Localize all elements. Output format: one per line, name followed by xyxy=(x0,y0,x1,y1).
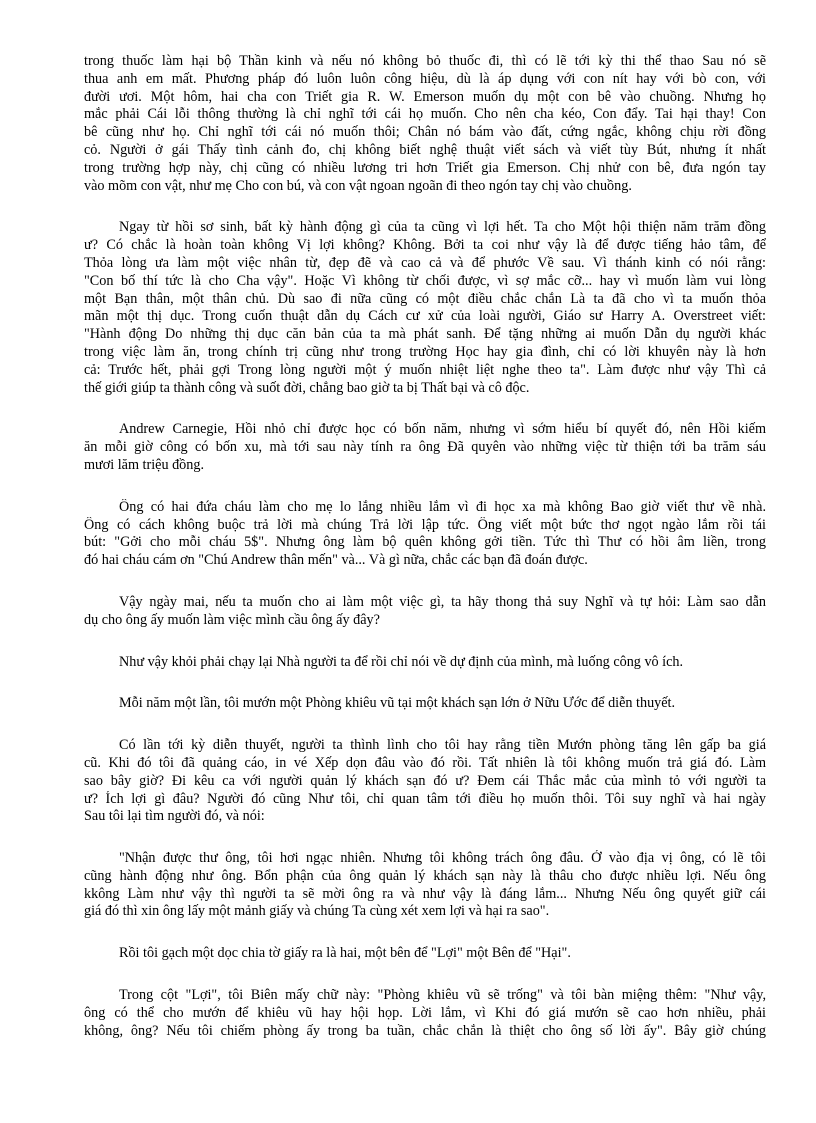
text-line: Thỏa lòng ưa làm một việc nhân từ, đẹp đẽ và cao cả và để phước Về sau. Vì thánh kinh có nói rằng: xyxy=(84,254,766,271)
text-line: đó hai cháu cám ơn "Chú Andrew thân mến" và... Và gì nữa, chắc các bạn đã đoán được. xyxy=(84,552,588,569)
paragraph xyxy=(84,695,766,713)
text-line: đười ươi. Một hôm, hai cha con Triết gia R. W. Emerson muốn dụ một con bê vào chuồng. Nhưng họ xyxy=(84,88,766,105)
text-line: một Bạn thân, một thân chủ. Dù sao đi nữa cũng có một điều chắc chắn Là ta đã cho vì ta muốn thỏa xyxy=(84,290,766,307)
text-line: Trong cột "Lợi", tôi Biên mấy chữ này: "Phòng khiêu vũ sẽ trống" và tôi bàn miệng thêm: "Như vậy, xyxy=(119,987,766,1004)
text-line: ư? Có chắc là hoàn toàn không Vị lợi không? Không. Bởi ta coi như vậy là để được tiếng hảo tâm, để xyxy=(84,237,766,254)
paragraph xyxy=(84,737,766,826)
text-line: trong việc làm ăn, trong chính trị cũng như trong trường Học hay gia đình, chỉ có lời khuyên này là hơn xyxy=(84,343,766,360)
text-line: Ông có hai đứa cháu làm cho mẹ lo lắng nhiều lắm vì đi học xa mà không Bao giờ viết thư về nhà. xyxy=(119,498,766,515)
paragraph xyxy=(84,654,766,672)
text-line: Ngay từ hồi sơ sinh, bất kỳ hành động gì của ta cũng vì lợi hết. Ta cho Một hội thiện năm trăm đồng xyxy=(119,219,766,236)
text-line: cả: Trước hết, phải gợi Trong lòng người một ý muốn nhiệt liệt nghe theo ta". Làm được như vậy Thì cả xyxy=(84,361,766,378)
paragraph xyxy=(84,594,766,630)
paragraph xyxy=(84,850,766,921)
text-line: kkông Làm như vậy thì người ta sẽ mời ông ra và như vậy là đáng lắm... Nhưng Nếu ông quyết giữ cái xyxy=(84,885,766,902)
text-line: Mỗi năm một lần, tôi mướn một Phòng khiêu vũ tại một khách sạn lớn ở Nữu Ước để diễn thuyết. xyxy=(119,695,676,712)
paragraph xyxy=(84,945,766,963)
text-line: mắc phải Cái lỗi thông thường là chỉ nghĩ tới cái họ muốn. Cho nên cha kéo, Con đẩy. Tai hại thay! Con xyxy=(84,106,766,123)
text-line: không, ông? Nếu tôi chiếm phòng ấy trong ba tuần, chắc chắn là thiệt cho ông số lời ấy". Bây giờ chúng xyxy=(84,1022,766,1039)
text-line: mãn một thị dục. Trong cuốn thuật dẫn dụ Cách cư xử của loài người, Giáo sư Harry A. Overstreet viết: xyxy=(84,308,766,325)
text-line: giá đó thì xin ông lấy một mảnh giấy và chúng Ta cùng xét xem lợi và hại ra sao". xyxy=(84,903,550,920)
text-line: Ông có cách không buộc trả lời mà chúng Trả lời lập tức. Ông viết một bức thơ ngọt ngào lắm rồi tái xyxy=(84,516,766,533)
text-line: "Con bố thí tức là cho Cha vậy". Hoặc Vì không từ chối được, vì sợ mắc cỡ... hay vì muốn làm vui lòng xyxy=(84,272,766,289)
text-line: thế giới giúp ta thành công và suốt đời, chẳng bao giờ ta bị Thất bại và cô độc. xyxy=(84,379,530,396)
text-line: Rồi tôi gạch một dọc chia tờ giấy ra là hai, một bên để "Lợi" một Bên để "Hại". xyxy=(119,945,571,962)
document-page xyxy=(84,53,766,1064)
paragraph xyxy=(84,219,766,397)
text-line: dụ cho ông ấy muốn làm việc mình cầu ông ấy đây? xyxy=(84,611,380,628)
text-line: trong trường hợp này, chị cũng có nhiều lương tri hơn Triết gia Emerson. Chị nhử con bê, đưa ngón tay xyxy=(84,159,766,176)
paragraph xyxy=(84,421,766,474)
text-line: ông có thể cho mướn để khiêu vũ hay hội họp. Lời lắm, vì Khi đó giá mướn sẽ cao hơn nhiều, phải xyxy=(84,1004,766,1021)
text-line: trong thuốc làm hại bộ Thần kinh và nếu nó không bỏ thuốc đi, thì có lẽ tới kỳ thi thể thao Sau nó sẽ xyxy=(84,53,766,69)
text-line: Có lần tới kỳ diễn thuyết, người ta thình lình cho tôi hay rằng tiền Mướn phòng tăng lên gấp ba giá xyxy=(119,737,766,754)
text-line: mươi lăm triệu đồng. xyxy=(84,456,205,473)
text-line: Như vậy khỏi phải chạy lại Nhà người ta để rồi chỉ nói về dự định của mình, mà luống công vô ích. xyxy=(119,653,684,670)
paragraph xyxy=(84,987,766,1040)
text-line: thua anh em mất. Phương pháp đó luôn luôn công hiệu, dù là áp dụng với con nít hay với bò con, với xyxy=(84,70,766,87)
text-line: Vậy ngày mai, nếu ta muốn cho ai làm một việc gì, ta hãy thong thả suy Nghĩ và tự hỏi: Làm sao dẫn xyxy=(119,593,766,610)
text-line: vào mõm con vật, như mẹ Cho con bú, và con vật ngoan ngoãn đi theo ngón tay chị vào chuồng. xyxy=(84,177,632,194)
paragraph xyxy=(84,499,766,570)
text-line: bút: "Gởi cho mỗi cháu 5$". Nhưng ông làm bộ quên không gởi tiền. Tức thì Thư có hồi âm liền, trong xyxy=(84,534,766,551)
text-line: cũng hành động như ông. Bổn phận của ông quản lý khách sạn này là thâu cho được nhiều lợi. Nếu ông xyxy=(84,867,766,884)
text-line: cũ. Khi đó tôi đã quảng cáo, in vé Xếp dọn đâu vào đó rồi. Tất nhiên là tôi không muốn trả giá đó. Làm xyxy=(84,754,766,771)
text-line: "Nhận được thư ông, tôi hơi ngạc nhiên. Nhưng tôi không trách ông đâu. Ở vào địa vị ông, có lẽ tôi xyxy=(119,850,766,867)
paragraph xyxy=(84,53,766,195)
text-line: "Hành động Do những thị dục căn bản của ta mà phát sanh. Để tặng những ai muốn Dẫn dụ người khác xyxy=(84,326,766,343)
text-line: Sau tôi lại tìm người đó, và nói: xyxy=(84,808,265,825)
text-line: Andrew Carnegie, Hồi nhỏ chỉ được học có bốn năm, nhưng vì sớm hiểu bí quyết đó, nên Hồi kiếm xyxy=(119,421,766,438)
text-line: sao bây giờ? Đi kêu ca với người quản lý khách sạn đó ư? Đem cái Thắc mắc của mình tỏ với người ta xyxy=(84,772,766,789)
text-line: ư? Ích lợi gì đâu? Người đó cũng Như tôi, chỉ quan tâm tới điều họ muốn thôi. Tôi suy nghĩ và hai ngày xyxy=(84,790,766,807)
text-line: cỏ. Người ở gái Thấy tình cảnh đo, chị không biết nghệ thuật viết sách và viết tùy Bút, nhưng ít nhất xyxy=(84,141,766,158)
text-line: bê cũng như họ. Chỉ nghĩ tới cái nó muốn thôi; Chân nó bám vào đất, cứng ngắc, không chịu rời đồng xyxy=(84,124,766,141)
text-line: ăn mỗi giờ công có bốn xu, mà tới sau này tính ra ông Đã quyên vào những việc từ thiện tới ba trăm sáu xyxy=(84,439,766,456)
